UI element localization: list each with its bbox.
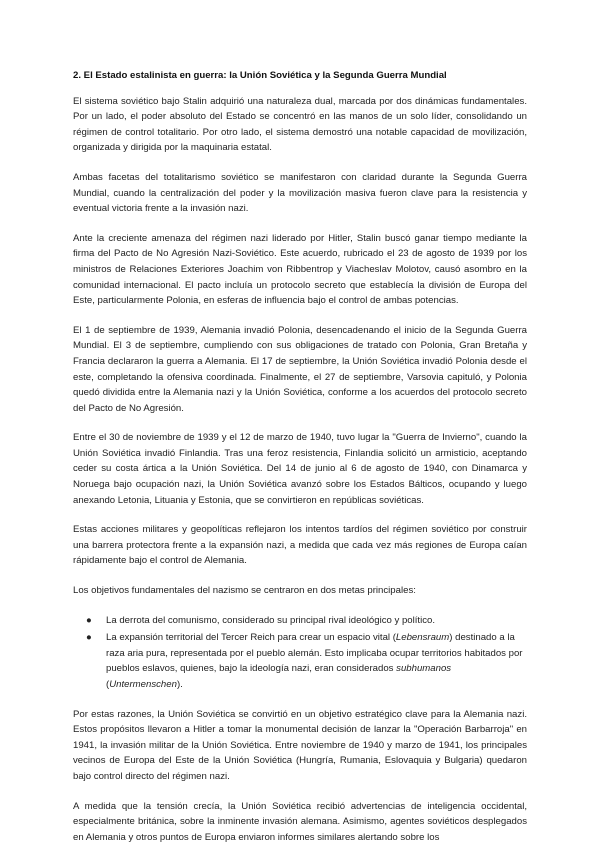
list-item-text: La expansión territorial del Tercer Reich para crear un espacio vital (Lebensraum) destinado a la raza aria pura, representada por el pueblo alemán. Esto implicaba ocupar territorios habitados por pueblos eslavos, quienes, bajo la ideología nazi, eran considerados subhumanos (Untermenschen). xyxy=(106,632,523,690)
paragraph-poland-invasion: El 1 de septiembre de 1939, Alemania invadió Polonia, desencadenando el inicio de la Segunda Guerra Mundial. El 3 de septiembre, cumpliendo con sus obligaciones de tratado con Polonia, Gran Bretaña y Francia declararon la guerra a Alemania. El 17 de septiembre, la Unión Soviética invadió Polonia desde el este, completando la ofensiva coordinada. Finalmente, el 27 de septiembre, Varsovia capituló, y Polonia quedó dividida entre la Alemania nazi y la Unión Soviética, conforme a los acuerdos del protocolo secreto del Pacto de No Agresión. xyxy=(73,324,527,414)
term-lebensraum: Lebensraum xyxy=(395,632,450,644)
bullet-icon: ● xyxy=(86,614,92,626)
paragraph-dual-nature: El sistema soviético bajo Stalin adquirió una naturaleza dual, marcada por dos dinámicas fundamentales. Por un lado, el poder absoluto del Estado se concentró en las manos de un solo líder, consolidando un régimen de control totalitario. Por otro lado, el sistema demostró una notable capacidad de movilización, organizada y dirigida por la maquinaria estatal. xyxy=(73,95,527,154)
paragraph-wwii-facets: Ambas facetas del totalitarismo soviético se manifestaron con claridad durante la Segunda Guerra Mundial, cuando la centralización del poder y la movilización masiva fueron clave para la resistencia y eventual victoria frente a la invasión nazi. xyxy=(73,171,527,215)
term-untermenschen: Untermenschen xyxy=(109,679,177,690)
paragraph-barrier: Estas acciones militares y geopolíticas reflejaron los intentos tardíos del régimen soviético por construir una barrera protectora frente a la expansión nazi, a medida que cada vez más regiones de Europa caían rápidamente bajo el control de Alemania. xyxy=(73,524,527,567)
bullet-icon: ● xyxy=(86,632,92,644)
list-item xyxy=(73,613,527,629)
paragraph-warnings: A medida que la tensión crecía, la Unión Soviética recibió advertencias de inteligencia occidental, especialmente británica, sobre la inminente invasión alemana. Asimismo, agentes soviéticos desplegados en Alemania y otros puntos de Europa enviaron informes similares alertando sobre los xyxy=(73,800,527,843)
nazi-goals-list xyxy=(73,613,527,693)
term-subhumanos: subhumanos xyxy=(396,663,452,675)
list-item-text: La derrota del comunismo, considerado su principal rival ideológico y político. xyxy=(106,614,436,626)
paragraph-barbarossa: Por estas razones, la Unión Soviética se convirtió en un objetivo estratégico clave para la Alemania nazi. Estos propósitos llevaron a Hitler a tomar la monumental decisión de lanzar la "Operación Barbarroja" en 1941, la invasión militar de la Unión Soviética. Entre noviembre de 1940 y marzo de 1941, los principales vecinos de Europa del Este de la Unión Soviética (Hungría, Rumania, Eslovaquia y Bulgaria) quedaron bajo control directo del régimen nazi. xyxy=(73,708,527,782)
document-page xyxy=(73,68,527,859)
paragraph-pact: Ante la creciente amenaza del régimen nazi liderado por Hitler, Stalin buscó ganar tiempo mediante la firma del Pacto de No Agresión Nazi-Soviético. Este acuerdo, rubricado el 23 de agosto de 1939 por los ministros de Relaciones Exteriores Joachim von Ribbentrop y Viacheslav Molotov, causó asombro en la comunidad internacional. El pacto incluía un protocolo secreto que establecía la división de Europa del Este, particularmente Polonia, en esferas de influencia bajo el control de ambas potencias. xyxy=(73,232,527,307)
list-item xyxy=(73,630,527,692)
paragraph-nazi-goals-intro: Los objetivos fundamentales del nazismo se centraron en dos metas principales: xyxy=(73,585,416,597)
section-heading: 2. El Estado estalinista en guerra: la Unión Soviética y la Segunda Guerra Mundial xyxy=(73,70,447,81)
paragraph-winter-war: Entre el 30 de noviembre de 1939 y el 12 de marzo de 1940, tuvo lugar la "Guerra de Invierno", cuando la Unión Soviética invadió Finlandia. Tras una feroz resistencia, Finlandia solicitó un armisticio, aceptando ceder su costa ártica a la Unión Soviética. Del 14 de junio al 6 de agosto de 1940, con Dinamarca y Noruega bajo ocupación nazi, la Unión Soviética avanzó sobre los Estados Bálticos, ocupando y luego anexando Letonia, Lituania y Estonia, que se convirtieron en repúblicas soviéticas. xyxy=(73,432,527,506)
